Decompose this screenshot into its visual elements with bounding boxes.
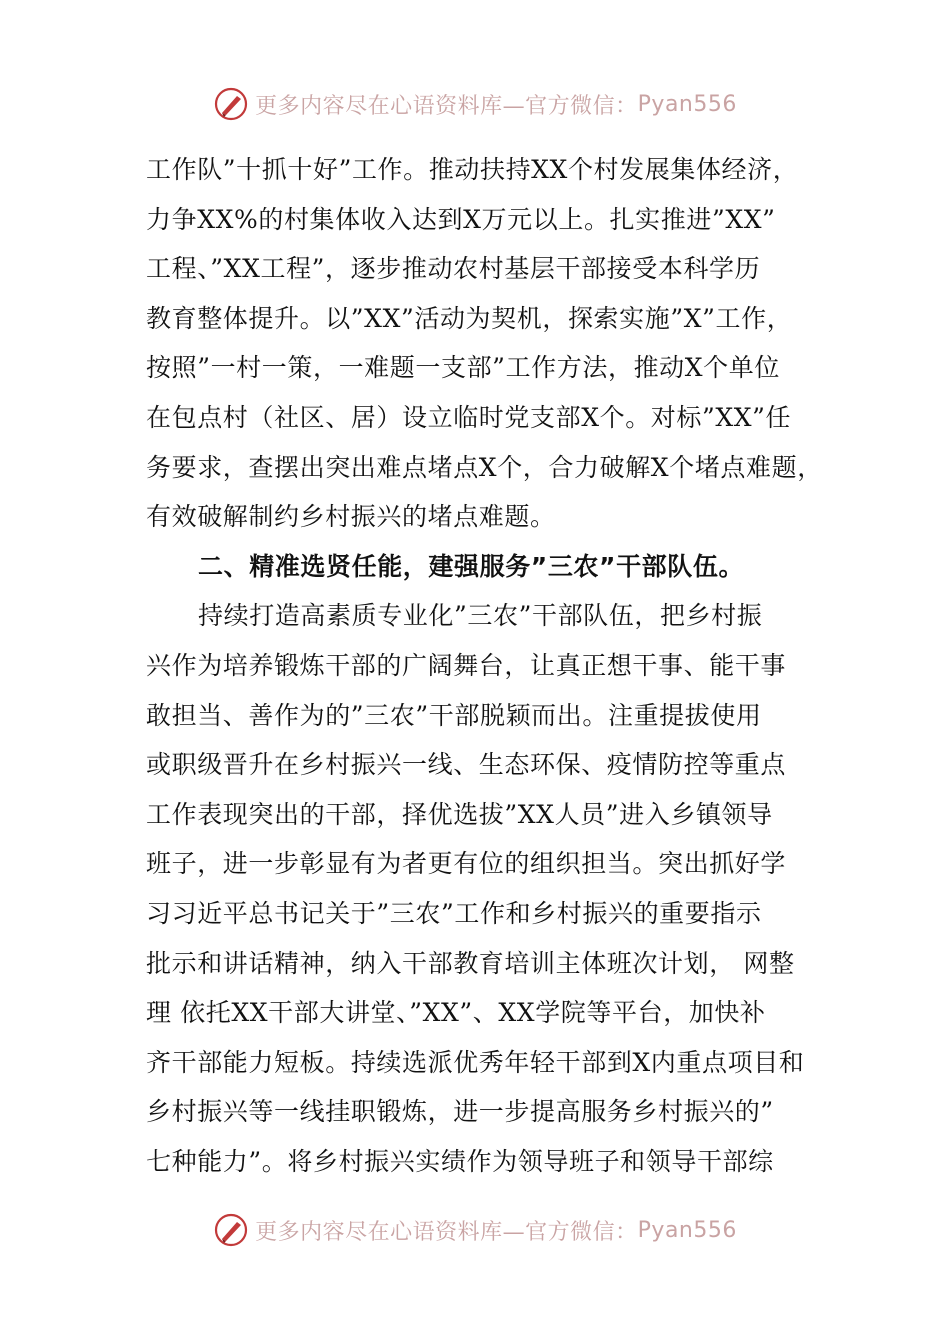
watermark-text: 更多内容尽在心语资料库—官方微信： <box>255 1219 638 1245</box>
paragraph-line: 工程、”XX工程”，逐步推动农村基层干部接受本科学历 <box>146 254 761 284</box>
paragraph-line: 工作队”十抓十好”工作。推动扶持XX个村发展集体经济， <box>146 155 799 184</box>
watermark-text: 更多内容尽在心语资料库—官方微信： <box>255 93 638 119</box>
paragraph-line: 理 依托XX干部大讲堂、”XX”、XX学院等平台，加快补 <box>146 998 766 1028</box>
watermark-wechat-id: Pyan556 <box>637 1217 737 1243</box>
paragraph-line: 力争XX%的村集体收入达到X万元以上。扎实推进”XX” <box>146 204 776 234</box>
watermark-wechat-id: Pyan556 <box>637 91 737 117</box>
section-heading: 二、精准选贤任能，建强服务”三农”干部队伍。 <box>198 551 745 581</box>
paragraph-line: 在包点村（社区、居）设立临时党支部X个。对标”XX”任 <box>146 402 792 432</box>
paragraph-line: 按照”一村一策，一难题一支部”工作方法，推动X个单位 <box>146 353 780 383</box>
paragraph-line: 乡村振兴等一线挂职锻炼，进一步提高服务乡村振兴的” <box>146 1097 774 1127</box>
document-body <box>146 145 826 1186</box>
pen-logo-icon <box>213 86 249 122</box>
paragraph-line: 兴作为培养锻炼干部的广阔舞台，让真正想干事、能干事 <box>146 650 787 680</box>
paragraph-line: 习习近平总书记关于”三农”工作和乡村振兴的重要指示 <box>146 898 762 928</box>
paragraph-line: 敢担当、善作为的”三农”干部脱颖而出。注重提拔使用 <box>146 700 762 730</box>
pen-logo-icon <box>213 1212 249 1248</box>
paragraph-line: 批示和讲话精神，纳入干部教育培训主体班次计划， 网整 <box>146 948 795 978</box>
paragraph-line: 务要求，查摆出突出难点堵点X个，合力破解X个堵点难题， <box>146 452 823 482</box>
paragraph-line: 工作表现突出的干部，择优选拔”XX人员”进入乡镇领导 <box>146 799 773 829</box>
watermark-footer <box>0 1206 950 1254</box>
paragraph-line: 教育整体提升。以”XX”活动为契机，探索实施”X”工作， <box>146 303 793 333</box>
paragraph-line: 班子，进一步彰显有为者更有位的组织担当。突出抓好学 <box>146 849 787 879</box>
paragraph-line: 七种能力”。将乡村振兴实绩作为领导班子和领导干部综 <box>146 1146 774 1176</box>
paragraph-line: 持续打造高素质专业化”三农”干部队伍，把乡村振 <box>198 601 763 631</box>
paragraph-line: 有效破解制约乡村振兴的堵点难题。 <box>146 502 556 532</box>
paragraph-line: 或职级晋升在乡村振兴一线、生态环保、疫情防控等重点 <box>146 750 787 780</box>
paragraph-line: 齐干部能力短板。持续选派优秀年轻干部到X内重点项目和 <box>146 1047 805 1077</box>
watermark-header <box>0 80 950 128</box>
